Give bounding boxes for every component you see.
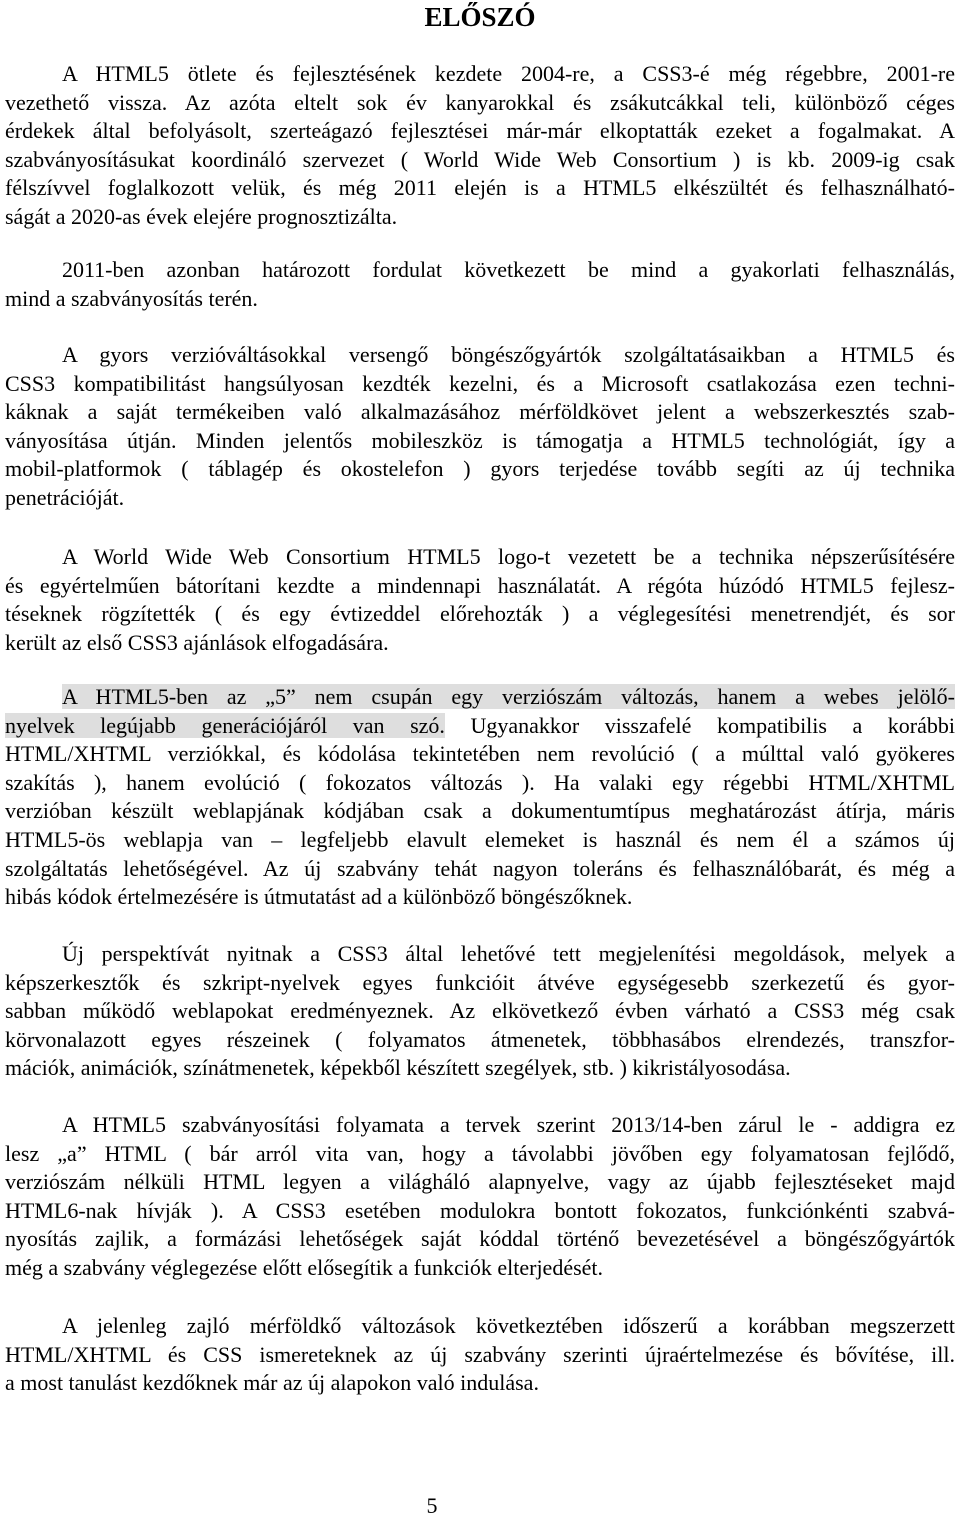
text-line: A World Wide Web Consortium HTML5 logo-t vezetett be a technika népszerűsítésére xyxy=(62,544,955,569)
paragraph xyxy=(5,683,955,912)
text-line: vezethető vissza. Az azóta eltelt sok év kanyarokkal és zsákutcákkal teli, különböző céges xyxy=(5,89,955,115)
text-line: A HTML5 szabványosítási folyamata a tervek szerint 2013/14-ben zárul le - addigra ez xyxy=(62,1112,955,1137)
text-line: téseknek rögzítették ( és egy évtizeddel előrehozták ) a véglegesítési menetrendjét, és sor xyxy=(5,601,955,627)
paragraph xyxy=(5,60,955,232)
text-line: szakítás ), hanem evolúció ( fokozatos változás ). Ha valaki egy régebbi HTML/XHTML xyxy=(5,769,955,795)
highlighted-text: A HTML5-ben az „5” nem csupán egy verziószám változás, hanem a webes jelölő- xyxy=(62,684,955,709)
text-segment: Ugyanakkor visszafelé kompatibilis a korábbi xyxy=(470,712,955,738)
text-line: sabban működő weblapokat eredményeznek. Az elkövetkező évben várható a CSS3 még csak xyxy=(5,998,955,1024)
text-line: káknak a saját termékeiben való alkalmazásához mérföldkövet jelent a webszerkesztés szab- xyxy=(5,399,955,425)
text-line: 2011-ben azonban határozott fordulat következett be mind a gyakorlati felhasználás, xyxy=(62,257,955,282)
text-line: lesz „a” HTML ( bár arról vita van, hogy a távolabbi jövőben egy folyamatosan fejlődő, xyxy=(5,1140,955,1166)
text-line: verzióban készült weblapjának kódjában csak a dokumentumtípus meghatározást átírja, máris xyxy=(5,798,955,824)
text-line: mációk, animációk, színátmenetek, képekből készített szegélyek, stb. ) kikristályosodása. xyxy=(5,1055,791,1081)
text-line: Új perspektívát nyitnak a CSS3 által lehetővé tett megjelenítési megoldások, melyek a xyxy=(62,941,955,966)
text-line: A gyors verzióváltásokkal versengő böngészőgyártók szolgáltatásaikban a HTML5 és xyxy=(62,342,955,367)
text-line: és egyértelműen bátorítani kezdte a mindennapi használatát. A régóta húzódó HTML5 fejlesz- xyxy=(5,572,955,598)
text-line: HTML5-ös weblapja van – legfeljebb elavult elemeket is használ és nem él a számos új xyxy=(5,826,955,852)
text-line: szabványosításukat koordináló szervezet ( World Wide Web Consortium ) is kb. 2009-ig csak xyxy=(5,146,955,172)
text-line: képszerkesztők és szkript-nyelvek egyes funkcióit átvéve egységesebb szerkezetű és gyor- xyxy=(5,969,955,995)
paragraph xyxy=(5,1111,955,1283)
page-number: 5 xyxy=(426,1493,438,1518)
text-line: HTML6-nak hívják ). A CSS3 esetében modulokra bontott fokozatos, funkciónkénti szabvá- xyxy=(5,1197,955,1223)
text-line: szolgáltatás lehetőségével. Az új szabvány tehát nagyon toleráns és felhasználóbarát, és még a xyxy=(5,855,955,881)
page-title: ELŐSZÓ xyxy=(424,2,536,32)
text-line: HTML/XHTML és CSS ismereteknek az új szabvány szerinti újraértelmezése és bővítése, ill. xyxy=(5,1341,955,1367)
paragraph xyxy=(5,543,955,657)
text-line xyxy=(5,712,955,741)
text-line: CSS3 kompatibilitást hangsúlyosan kezdték kezelni, és a Microsoft csatlakozása ezen techni- xyxy=(5,370,955,396)
paragraph xyxy=(5,341,955,513)
text-line: nyosítás zajlik, a formázási lehetőségek saját kóddal történő bevezetésével a böngészőgyártók xyxy=(5,1226,955,1252)
highlighted-text: nyelvek legújabb generációjáról van szó. xyxy=(5,712,445,738)
text-line: A HTML5 ötlete és fejlesztésének kezdete 2004-re, a CSS3-é még régebbre, 2001-re xyxy=(62,61,955,86)
text-line: félszívvel foglalkozott velük, és még 2011 elején is a HTML5 elkészültét és felhasználható- xyxy=(5,175,955,201)
text-line: A jelenleg zajló mérföldkő változások következtében időszerű a korábban megszerzett xyxy=(62,1313,955,1338)
text-line: még a szabvány véglegezése előtt elősegítik a funkciók elterjedését. xyxy=(5,1254,604,1280)
text-line: érdekek által befolyásolt, szerteágazó fejlesztései már-már elkoptatták ezeket a fogalmakat. A xyxy=(5,118,955,144)
text-line: mind a szabványosítás terén. xyxy=(5,285,258,311)
text-line: verziószám nélküli HTML legyen a világháló alapnyelve, vagy az újabb fejlesztéseket majd xyxy=(5,1169,955,1195)
text-line: ványosítása útján. Minden jelentős mobileszköz is támogatja a HTML5 technológiát, így a xyxy=(5,427,955,453)
text-line: körvonalazott egyes részeinek ( folyamatos átmenetek, többhasábos elrendezés, transzfor- xyxy=(5,1026,955,1052)
paragraph xyxy=(5,1312,955,1398)
text-line: penetrációját. xyxy=(5,484,125,510)
text-line: ságát a 2020-as évek elejére prognosztizálta. xyxy=(5,203,398,229)
text-line: HTML/XHTML verziókkal, és kódolása tekintetében nem revolúció ( a múlttal való gyökeres xyxy=(5,741,955,767)
text-line: a most tanulást kezdőknek már az új alapokon való indulása. xyxy=(5,1370,539,1396)
text-line: mobil-platformok ( táblagép és okostelefon ) gyors terjedése tovább segíti az új technika xyxy=(5,456,955,482)
paragraph xyxy=(5,256,955,313)
text-line: került az első CSS3 ajánlások elfogadására. xyxy=(5,629,389,655)
paragraph xyxy=(5,940,955,1083)
text-line xyxy=(5,683,955,712)
text-line: hibás kódok értelmezésére is útmutatást ad a különböző böngészőknek. xyxy=(5,884,633,910)
